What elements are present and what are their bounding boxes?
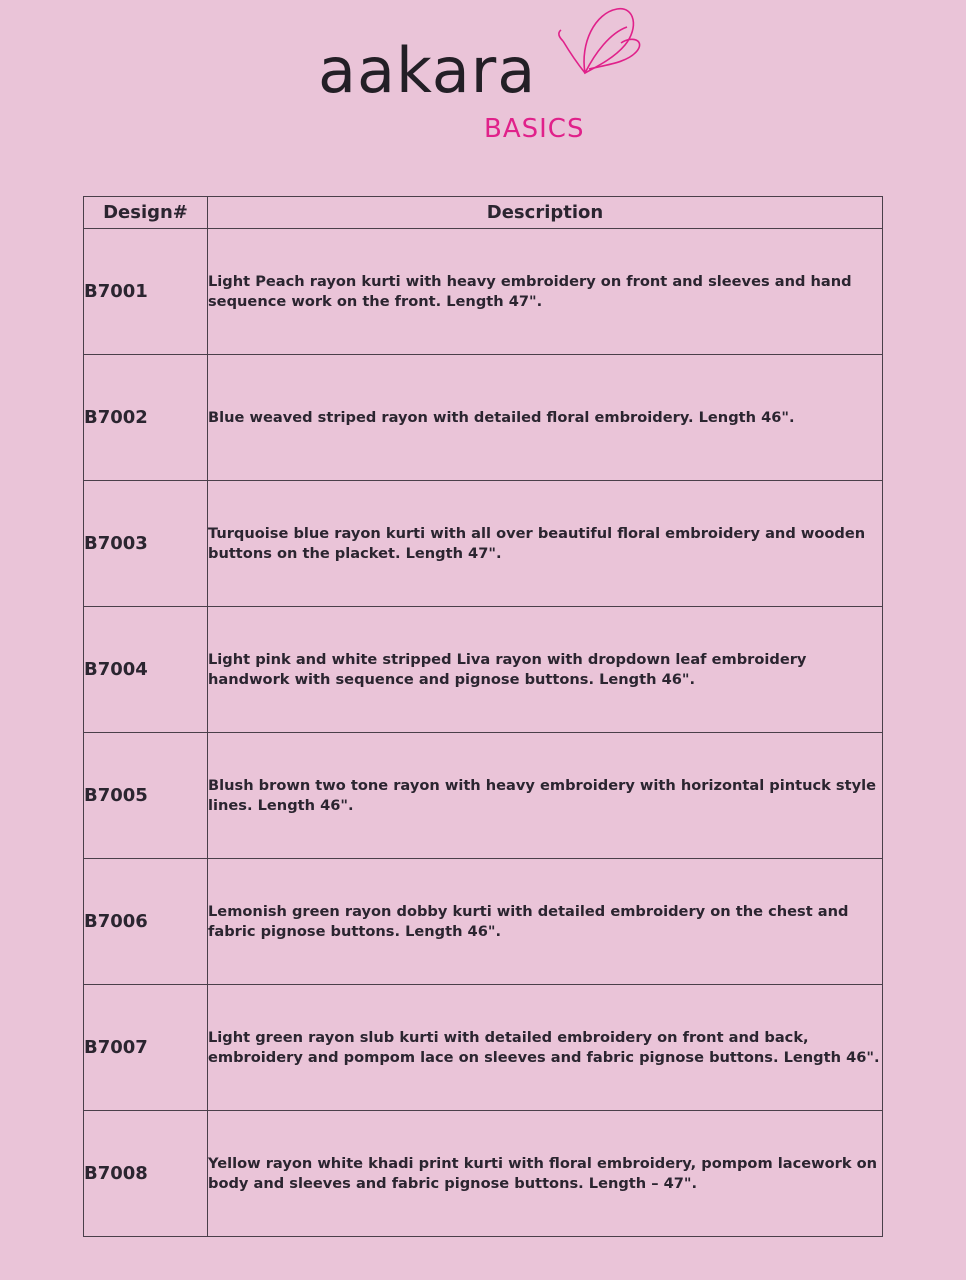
design-description: Light green rayon slub kurti with detailed embroidery on front and back, embroidery and pompom lace on sleeves and fabric pignose buttons. Length 46". [208,985,883,1111]
brand-name: aakara [318,34,537,107]
design-description: Turquoise blue rayon kurti with all over beautiful floral embroidery and wooden buttons on the placket. Length 47". [208,481,883,607]
design-description: Yellow rayon white khadi print kurti with floral embroidery, pompom lacework on body and sleeves and fabric pignose buttons. Length – 47". [208,1111,883,1237]
design-code: B7004 [84,607,208,733]
table-row [84,985,883,1111]
table-row [84,355,883,481]
table-row [84,481,883,607]
table-row [84,607,883,733]
design-description: Blue weaved striped rayon with detailed floral embroidery. Length 46". [208,355,883,481]
design-code: B7003 [84,481,208,607]
table-header-row [84,197,883,229]
design-code: B7001 [84,229,208,355]
design-description: Light Peach rayon kurti with heavy embroidery on front and sleeves and hand sequence work on the front. Length 47". [208,229,883,355]
design-description: Light pink and white stripped Liva rayon with dropdown leaf embroidery handwork with sequence and pignose buttons. Length 46". [208,607,883,733]
design-code: B7006 [84,859,208,985]
design-code: B7007 [84,985,208,1111]
design-description: Lemonish green rayon dobby kurti with detailed embroidery on the chest and fabric pignose buttons. Length 46". [208,859,883,985]
design-table [83,196,883,1237]
table-row [84,229,883,355]
table-row [84,1111,883,1237]
table-row [84,733,883,859]
butterfly-icon [555,3,647,83]
brand-subtitle: BASICS [484,114,585,144]
design-code: B7002 [84,355,208,481]
table-row [84,859,883,985]
design-code: B7008 [84,1111,208,1237]
design-code: B7005 [84,733,208,859]
header-description: Description [208,197,883,229]
header-design: Design# [84,197,208,229]
design-description: Blush brown two tone rayon with heavy embroidery with horizontal pintuck style lines. Length 46". [208,733,883,859]
